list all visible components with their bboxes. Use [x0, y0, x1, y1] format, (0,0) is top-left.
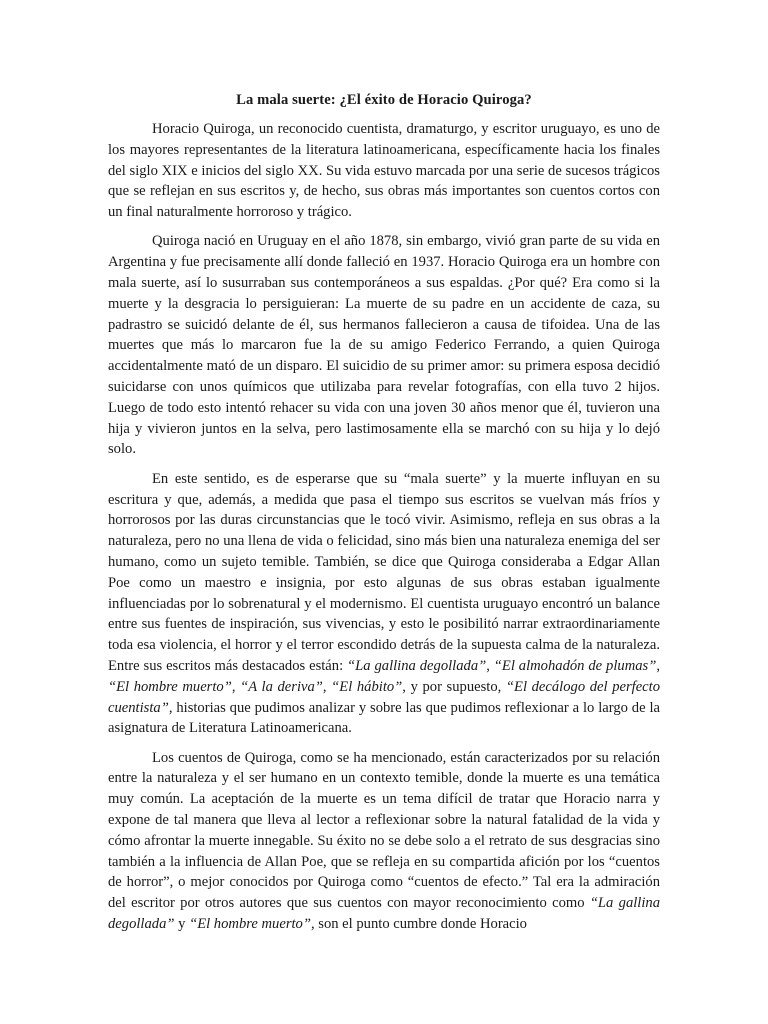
- body-paragraph: [108, 748, 660, 935]
- italic-title-text: “El hombre muerto”: [108, 678, 232, 695]
- paragraph-text: ,: [486, 657, 494, 674]
- paragraph-text: En este sentido, es de esperarse que su “mala suerte” y la muerte influyan en su escritura y que, además, a medida que pasa el tiempo sus escritos se vuelvan más fríos y horrorosos por las duras circunstancias que le tocó vivir. Asimismo, refleja en sus obras a la naturaleza, pero no una llena de vida o felicidad, sino más bien una naturaleza enemiga del ser humano, como un sujeto temible. También, se dice que Quiroga consideraba a Edgar Allan Poe como un maestro e insignia, por esto algunas de sus obras estaban igualmente influenciadas por lo sobrenatural y el modernismo. El cuentista uruguayo encontró un balance entre sus fuentes de inspiración, sus vivencias, y esto le posibilitó narrar extraordinariamente toda esa violencia, el horror y el terror escondido detrás de la supuesta calma de la naturaleza. Entre sus escritos más destacados están:: [108, 470, 660, 674]
- italic-title-text: “La gallina degollada”: [108, 895, 660, 932]
- italic-title-text: “La gallina degollada”: [347, 657, 487, 674]
- body-paragraph: [108, 231, 660, 460]
- paragraph-text: Quiroga nació en Uruguay en el año 1878, sin embargo, vivió gran parte de su vida en Argentina y fue precisamente allí donde falleció en 1937. Horacio Quiroga era un hombre con mala suerte, así lo susurraban sus contemporáneos a sus espaldas. ¿Por qué? Era como si la muerte y la desgracia lo persiguieran: La muerte de su padre en un accidente de caza, su padrastro se suicidó delante de él, sus hermanos fallecieron a causa de tifoidea. Una de las muertes que más lo marcaron fue la de su amigo Federico Ferrando, a quien Quiroga accidentalmente mató de un disparo. El suicidio de su primer amor: su primera esposa decidió suicidarse con unos químicos que utilizaba para revelar fotografías, con ella tuvo 2 hijos. Luego de todo esto intentó rehacer su vida con una joven 30 años menor que él, tuvieron una hija y vivieron juntos en la selva, pero lastimosamente ella se marchó con su hija y lo dejó solo.: [108, 233, 660, 458]
- paragraph-text: y: [174, 915, 190, 932]
- paragraph-text: , son el punto cumbre donde Horacio: [310, 915, 527, 932]
- body-paragraph: [108, 469, 660, 739]
- paragraph-text: ,: [231, 678, 241, 695]
- paragraph-text: , historias que pudimos analizar y sobre las que pudimos reflexionar a lo largo de la asignatura de Literatura Latinoamericana.: [108, 699, 660, 737]
- paragraph-text: , y por supuesto,: [402, 678, 506, 695]
- italic-title-text: “El hombre muerto”: [189, 915, 311, 932]
- document-body: [108, 119, 660, 935]
- italic-title-text: “El hábito”: [331, 678, 403, 695]
- document-title: La mala suerte: ¿El éxito de Horacio Quiroga?: [236, 92, 532, 108]
- italic-title-text: “El almohadón de plumas”: [493, 657, 657, 674]
- paragraph-text: Horacio Quiroga, un reconocido cuentista, dramaturgo, y escritor uruguayo, es uno de los mayores representantes de la literatura latinoamericana, específicamente hacia los finales del siglo XIX e inicios del siglo XX. Su vida estuvo marcada por una serie de sucesos trágicos que se reflejan en sus escritos y, de hecho, sus obras más importantes son cuentos cortos con un final naturalmente horroroso y trágico.: [108, 121, 660, 221]
- paragraph-text: ,: [322, 678, 332, 695]
- body-paragraph: [108, 119, 660, 223]
- italic-title-text: “El decálogo del perfecto cuentista”: [108, 678, 661, 716]
- paragraph-text: ,: [656, 657, 660, 674]
- paragraph-text: Los cuentos de Quiroga, como se ha mencionado, están caracterizados por su relación entre la naturaleza y el ser humano en un contexto temible, donde la muerte es una temática muy común. La aceptación de la muerte es un tema difícil de tratar que Horacio narra y expone de tal manera que lleva al lector a reflexionar sobre la natural fatalidad de la vida y cómo afrontar la muerte innegable. Su éxito no se debe solo a el retrato de sus desgracias sino también a la influencia de Allan Poe, que se refleja en su compartida afición por los “cuentos de horror”, o mejor conocidos por Quiroga como “cuentos de efecto.” Tal era la admiración del escritor por otros autores que sus cuentos con mayor reconocimiento como: [108, 749, 660, 912]
- italic-title-text: “A la deriva”: [240, 678, 323, 695]
